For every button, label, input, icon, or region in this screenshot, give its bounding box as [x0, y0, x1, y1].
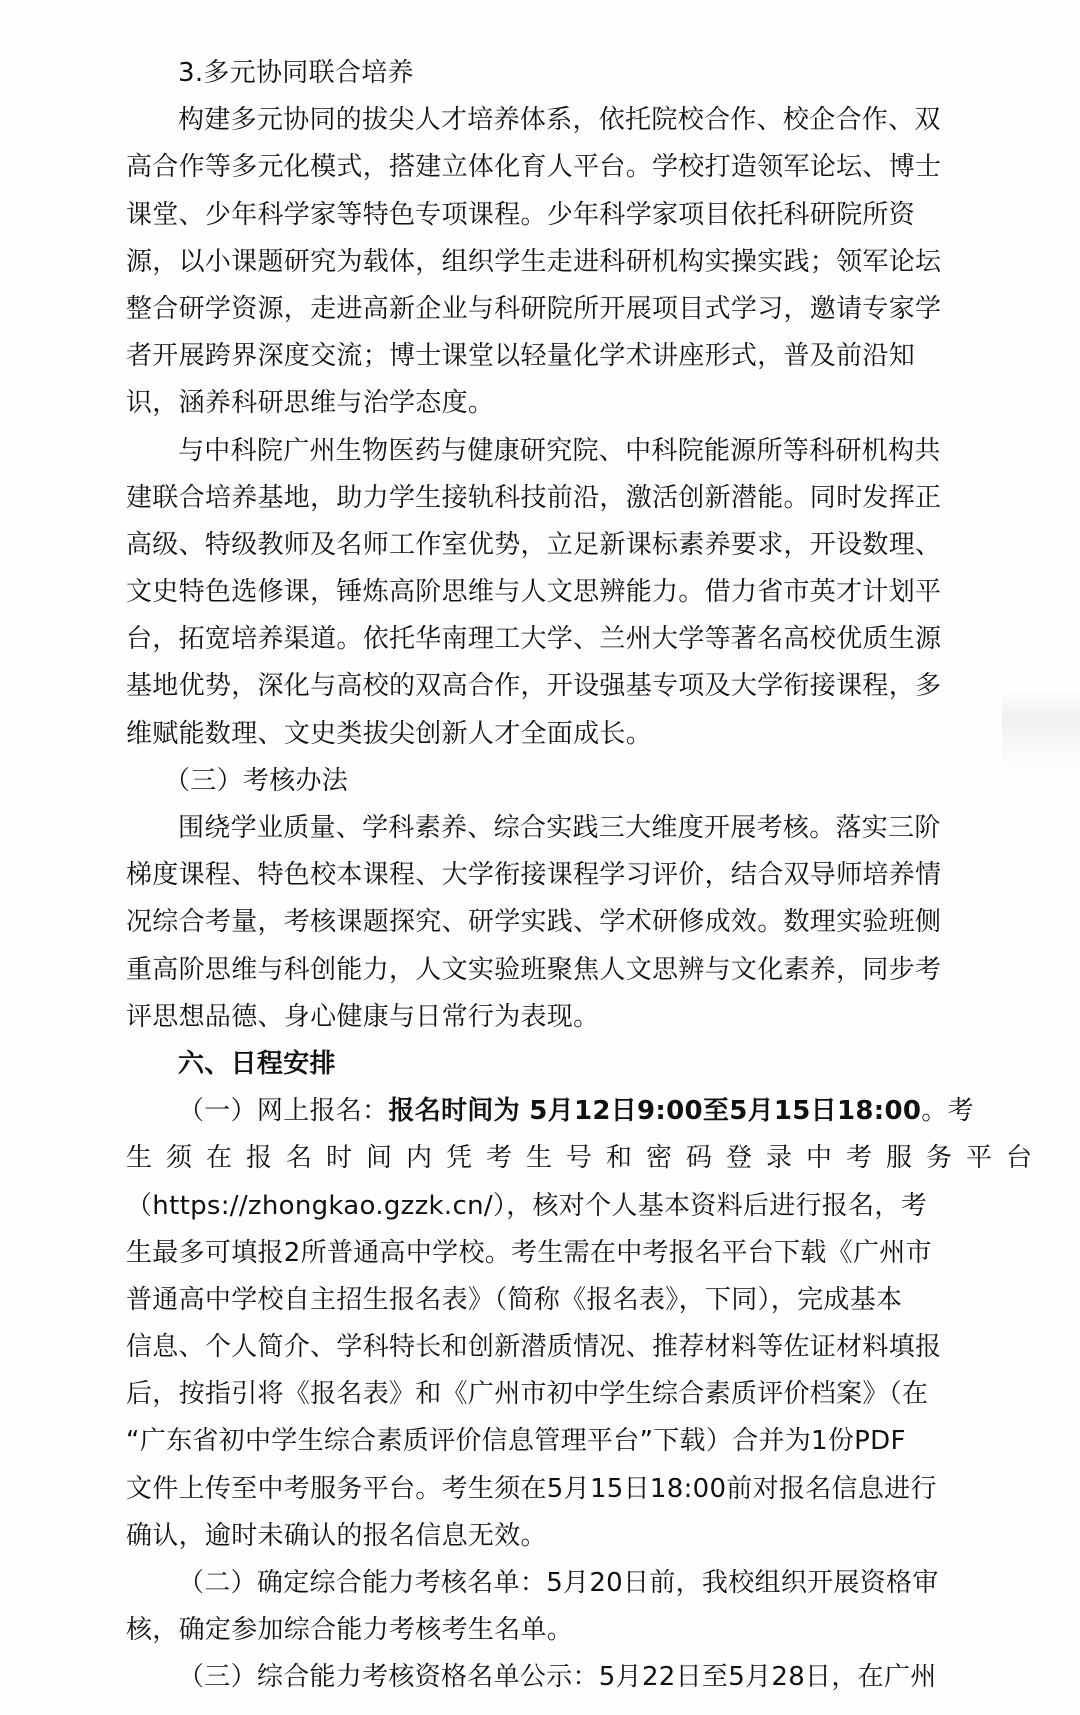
paragraph-line-url: （https://zhongkao.gzzk.cn/），核对个人基本资料后进行报名，考: [126, 1190, 928, 1221]
paragraph-line: 后，按指引将《报名表》和《广州市初中学生综合素质评价档案》（在: [126, 1379, 929, 1410]
paragraph-line: 基地优势，深化与高校的双高合作，开设强基专项及大学衔接课程，多: [126, 671, 942, 702]
paragraph-line: 况综合考量，考核课题探究、研学实践、学术研修成效。数理实验班侧: [126, 907, 942, 938]
paragraph-line: 确认，逾时未确认的报名信息无效。: [126, 1520, 547, 1551]
paragraph-line: 普通高中学校自主招生报名表》（简称《报名表》，下同），完成基本: [126, 1284, 903, 1315]
paragraph-line: 课堂、少年科学家等特色专项课程。少年科学家项目依托科研院所资: [126, 199, 916, 230]
paragraph-line: 整合研学资源，走进高新企业与科研院所开展项目式学习，邀请专家学: [126, 293, 942, 324]
paragraph-line: 梯度课程、特色校本课程、大学衔接课程学习评价，结合双导师培养情: [126, 860, 942, 891]
paragraph-line: 评思想品德、身心健康与日常行为表现。: [126, 1001, 600, 1032]
paragraph-line: 生须在报名时间内凭考生号和密码登录中考服务平台: [126, 1143, 1047, 1174]
paragraph-line: 文件上传至中考服务平台。考生须在5月15日18:00前对报名信息进行: [126, 1473, 937, 1504]
paragraph-line-registration: [126, 1088, 974, 1135]
registration-tail: 。考: [921, 1096, 974, 1127]
document-body: [126, 50, 1047, 1702]
paragraph-line: （二）确定综合能力考核名单：5月20日前，我校组织开展资格审: [178, 1568, 939, 1598]
paragraph-line: 生最多可填报2所普通高中学校。考生需在中考报名平台下载《广州市: [126, 1237, 932, 1268]
paragraph-line: 台，拓宽培养渠道。依托华南理工大学、兰州大学等著名高校优质生源: [126, 624, 942, 655]
paragraph-line: （三）综合能力考核资格名单公示：5月22日至5月28日，在广州: [178, 1662, 937, 1693]
paragraph-line: 围绕学业质量、学科素养、综合实践三大维度开展考核。落实三阶: [178, 813, 941, 843]
paragraph-line: 核，确定参加综合能力考核考生名单。: [126, 1615, 574, 1646]
paragraph-line: “广东省初中学生综合素质评价信息管理平台”下载）合并为1份PDF: [126, 1426, 906, 1457]
registration-label: （一）网上报名：: [178, 1096, 389, 1127]
paragraph-line: 高合作等多元化模式，搭建立体化育人平台。学校打造领军论坛、博士: [126, 152, 942, 183]
paragraph-line: 者开展跨界深度交流；博士课堂以轻量化学术讲座形式，普及前沿知: [126, 341, 916, 372]
paragraph-line: 构建多元协同的拔尖人才培养体系，依托院校合作、校企合作、双: [178, 105, 941, 136]
scan-artifact: [1002, 690, 1080, 770]
subheading-collaborative-training: 3.多元协同联合培养: [178, 58, 414, 88]
paragraph-line: 信息、个人简介、学科特长和创新潜质情况、推荐材料等佐证材料填报: [126, 1332, 942, 1363]
registration-time: 报名时间为 5月12日9:00至5月15日18:00: [388, 1096, 922, 1127]
section-heading-assessment: （三）考核办法: [164, 765, 349, 796]
section-heading-schedule: 六、日程安排: [178, 1048, 336, 1079]
paragraph-line: 识，涵养科研思维与治学态度。: [126, 388, 495, 419]
paragraph-line: 源，以小课题研究为载体，组织学生走进科研机构实操实践；领军论坛: [126, 246, 942, 277]
paragraph-line: 重高阶思维与科创能力，人文实验班聚焦人文思辨与文化素养，同步考: [126, 954, 942, 985]
paragraph-line: 维赋能数理、文史类拔尖创新人才全面成长。: [126, 718, 653, 749]
paragraph-line: 建联合培养基地，助力学生接轨科技前沿，激活创新潜能。同时发挥正: [126, 482, 942, 513]
paragraph-line: 与中科院广州生物医药与健康研究院、中科院能源所等科研机构共: [178, 435, 941, 466]
paragraph-line: 文史特色选修课，锤炼高阶思维与人文思辨能力。借力省市英才计划平: [126, 577, 942, 608]
paragraph-line: 高级、特级教师及名师工作室优势，立足新课标素养要求，开设数理、: [126, 529, 942, 560]
